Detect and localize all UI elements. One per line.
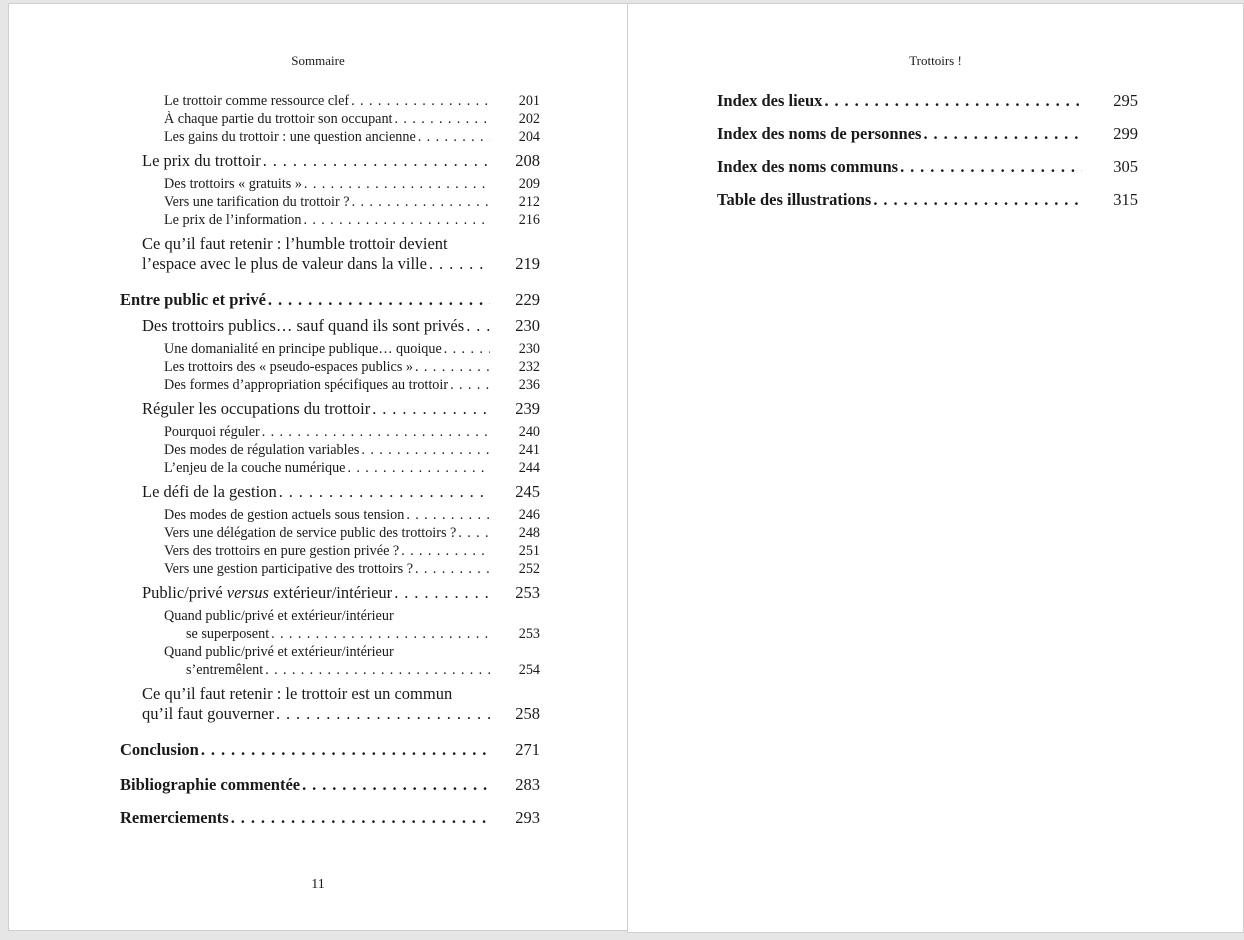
toc-entry-page: 252	[518, 561, 540, 577]
toc-entry-page: 258	[515, 704, 540, 723]
label-emphasis: versus	[226, 583, 269, 602]
dot-leader	[350, 194, 490, 211]
toc-entry-label-line1: Quand public/privé et extérieur/intérieur	[164, 644, 394, 660]
dot-leader	[263, 662, 490, 679]
toc-entry-page: 239	[515, 399, 540, 418]
toc-entry-page: 254	[518, 662, 540, 678]
toc-entry-label: Vers des trottoirs en pure gestion privée ?	[164, 543, 400, 559]
dot-leader	[274, 704, 490, 724]
toc-entry-label: Des formes d’appropriation spécifiques au trottoir	[164, 377, 449, 393]
toc-entry[interactable]	[164, 561, 540, 578]
toc-entry-label: Des modes de gestion actuels sous tension	[164, 507, 405, 523]
toc-entry[interactable]	[717, 190, 1138, 210]
label-part: Public/privé	[142, 583, 227, 602]
dot-leader	[456, 525, 490, 542]
toc-entry-page: 241	[518, 442, 540, 458]
dot-leader	[464, 316, 490, 336]
toc-entry[interactable]	[164, 176, 540, 193]
toc-entry-label: qu’il faut gouverner	[142, 704, 274, 723]
toc-entry[interactable]	[142, 482, 540, 502]
dot-leader	[229, 808, 490, 828]
dot-leader	[277, 482, 490, 502]
toc-entry[interactable]	[164, 212, 540, 229]
toc-entry-page: 219	[515, 254, 540, 273]
toc-entry[interactable]	[717, 157, 1138, 177]
dot-leader	[822, 91, 1082, 111]
toc-entry-page: 271	[515, 740, 540, 759]
toc-entry[interactable]	[164, 424, 540, 441]
dot-leader	[370, 399, 490, 419]
toc-entry-label: Vers une tarification du trottoir ?	[164, 194, 350, 210]
toc-entry-label: Le défi de la gestion	[142, 482, 277, 501]
dot-leader	[413, 561, 490, 578]
toc-entry-page: 248	[518, 525, 540, 541]
toc-entry-label: Une domanialité en principe publique… quoique	[164, 341, 442, 357]
toc-entry[interactable]	[164, 507, 540, 524]
dot-leader	[269, 626, 490, 643]
toc-entry[interactable]	[164, 194, 540, 211]
toc-entry-label: Réguler les occupations du trottoir	[142, 399, 371, 418]
toc-entry-label-line1: Quand public/privé et extérieur/intérieur	[164, 608, 394, 624]
toc-entry-label: Les trottoirs des « pseudo-espaces publics »	[164, 359, 414, 375]
toc-entry-page: 244	[518, 460, 540, 476]
toc-entry-page: 251	[518, 543, 540, 559]
dot-leader	[404, 507, 490, 524]
toc-entry-label-line1: Ce qu’il faut retenir : le trottoir est un commun	[142, 684, 453, 703]
toc-entry-label: Table des illustrations	[717, 190, 872, 209]
toc-entry-page: 236	[518, 377, 540, 393]
toc-entry-page: 315	[1113, 190, 1138, 209]
page-number: 11	[311, 877, 325, 892]
toc-entry-label: Vers une délégation de service public des trottoirs ?	[164, 525, 457, 541]
toc-entry[interactable]	[164, 377, 540, 394]
toc-entry-page: 246	[518, 507, 540, 523]
toc-entry[interactable]	[164, 525, 540, 542]
dot-leader	[302, 176, 490, 193]
toc-entry[interactable]	[164, 543, 540, 560]
toc-entry-label: L’enjeu de la couche numérique	[164, 460, 346, 476]
dot-leader	[260, 424, 490, 441]
running-head: Trottoirs !	[909, 53, 962, 68]
toc-entry-label: Le prix de l’information	[164, 212, 302, 228]
toc-entry-label-line1: Ce qu’il faut retenir : l’humble trottoir devient	[142, 234, 448, 253]
dot-leader	[413, 359, 490, 376]
toc-entry-page: 216	[518, 212, 540, 228]
running-head: Sommaire	[291, 53, 345, 68]
toc-entry-label: Les gains du trottoir : une question ancienne	[164, 129, 416, 145]
right-page	[627, 3, 1244, 933]
toc-entry-label: Des trottoirs publics… sauf quand ils sont privés	[142, 316, 465, 335]
toc-entry[interactable]	[186, 662, 540, 679]
toc-entry-label: se superposent	[186, 626, 270, 642]
dot-leader	[416, 129, 490, 146]
toc-entry-page: 253	[515, 583, 540, 602]
toc-entry-label: Le prix du trottoir	[142, 151, 261, 170]
toc-entry-page: 201	[518, 93, 540, 109]
dot-leader	[427, 254, 490, 274]
toc-entry[interactable]	[120, 740, 540, 760]
toc-entry[interactable]	[142, 399, 540, 419]
toc-entry[interactable]	[120, 290, 540, 310]
toc-entry-label: Index des noms communs	[717, 157, 899, 176]
toc-entry-page: 208	[515, 151, 540, 170]
toc-entry-page: 229	[515, 290, 540, 309]
toc-entry-label: l’espace avec le plus de valeur dans la ville	[142, 254, 427, 273]
toc-entry[interactable]	[164, 93, 540, 110]
toc-entry[interactable]	[717, 124, 1138, 144]
dot-leader	[448, 377, 490, 394]
toc-entry-page: 202	[518, 111, 540, 127]
toc-entry[interactable]	[142, 704, 540, 724]
toc-entry-label: Des trottoirs « gratuits »	[164, 176, 302, 192]
toc-entry-page: 240	[518, 424, 540, 440]
toc-entry-page: 283	[515, 775, 540, 794]
toc-entry-label: Conclusion	[120, 740, 199, 759]
toc-entry-page: 212	[518, 194, 540, 210]
toc-entry[interactable]	[142, 254, 540, 274]
dot-leader	[392, 583, 490, 603]
dot-leader	[266, 290, 490, 310]
toc-entry-label: s’entremêlent	[186, 662, 264, 678]
toc-entry[interactable]	[142, 583, 540, 603]
toc-entry[interactable]	[717, 91, 1138, 111]
label-part: extérieur/intérieur	[268, 583, 393, 602]
toc-entry-page: 295	[1113, 91, 1138, 110]
toc-entry-page: 253	[518, 626, 540, 642]
dot-leader	[442, 341, 490, 358]
toc-entry-page: 299	[1113, 124, 1138, 143]
dot-leader	[393, 111, 490, 128]
dot-leader	[300, 775, 490, 795]
left-page	[8, 3, 628, 931]
toc-entry[interactable]	[186, 626, 540, 643]
toc-entry-page: 305	[1113, 157, 1138, 176]
toc-entry-page: 230	[518, 341, 540, 357]
toc-entry[interactable]	[142, 316, 540, 336]
toc-entry-page: 293	[515, 808, 540, 827]
toc-entry[interactable]	[164, 460, 540, 477]
toc-entry-label: Index des noms de personnes	[717, 124, 922, 143]
toc-entry[interactable]	[164, 442, 540, 459]
dot-leader	[898, 157, 1082, 177]
toc-entry-label: Entre public et privé	[120, 290, 266, 309]
dot-leader	[199, 740, 490, 760]
toc-entry-page: 204	[518, 129, 540, 145]
toc-entry-label: Pourquoi réguler	[164, 424, 260, 440]
toc-entry[interactable]	[164, 129, 540, 146]
toc-entry[interactable]	[164, 111, 540, 128]
dot-leader	[399, 543, 490, 560]
toc-entry-label: Des modes de régulation variables	[164, 442, 360, 458]
dot-leader	[349, 93, 490, 110]
toc-entry[interactable]	[120, 775, 540, 795]
toc-entry[interactable]	[120, 808, 540, 828]
toc-entry-page: 230	[515, 316, 540, 335]
toc-entry[interactable]	[164, 359, 540, 376]
dot-leader	[345, 460, 490, 477]
dot-leader	[261, 151, 490, 171]
toc-entry-page: 209	[518, 176, 540, 192]
dot-leader	[359, 442, 490, 459]
toc-entry[interactable]	[164, 341, 540, 358]
toc-entry-label: Bibliographie commentée	[120, 775, 301, 794]
toc-entry-page: 232	[518, 359, 540, 375]
toc-entry-label: À chaque partie du trottoir son occupant	[164, 111, 393, 127]
toc-entry-page: 245	[515, 482, 540, 501]
toc-entry-label: Index des lieux	[717, 91, 823, 110]
toc-entry-label: Le trottoir comme ressource clef	[164, 93, 350, 109]
toc-entry-label: Vers une gestion participative des trottoirs ?	[164, 561, 414, 577]
toc-entry-label: Remerciements	[120, 808, 229, 827]
dot-leader	[302, 212, 491, 229]
dot-leader	[871, 190, 1082, 210]
dot-leader	[921, 124, 1082, 144]
toc-entry-label	[142, 583, 392, 603]
toc-entry[interactable]	[142, 151, 540, 171]
